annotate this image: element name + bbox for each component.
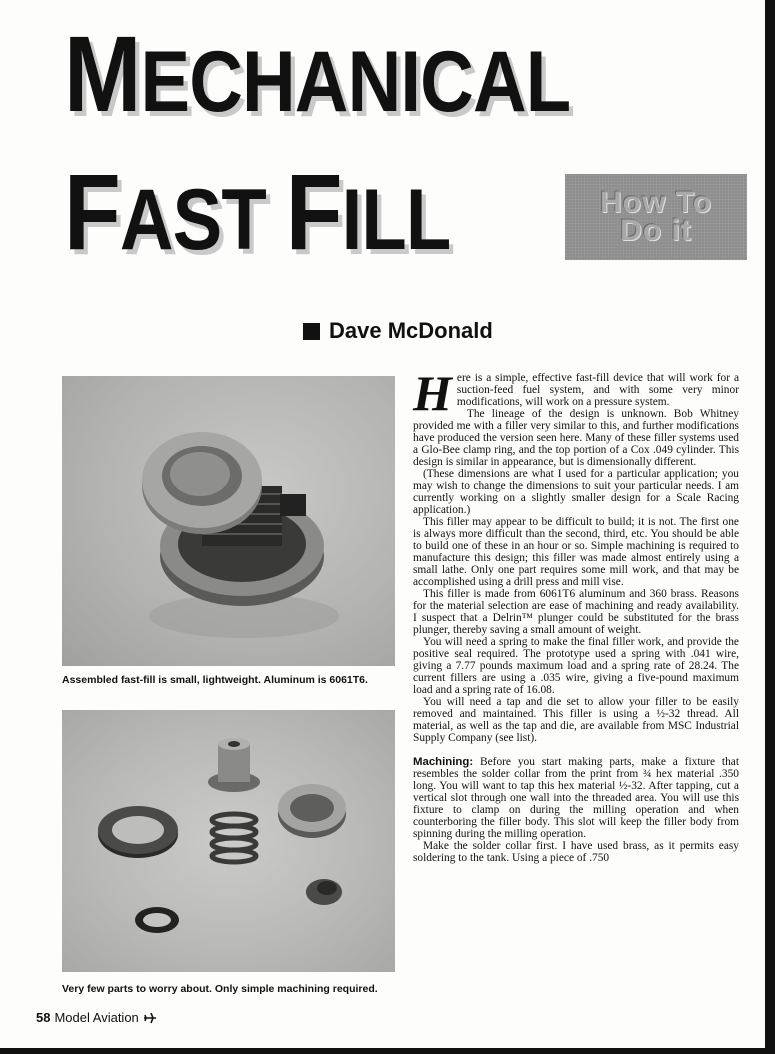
page-folio — [36, 1010, 157, 1025]
drop-cap: H — [413, 365, 452, 421]
photo-caption-2: Very few parts to worry about. Only simple machining required. — [62, 983, 378, 995]
paragraph-9: Make the solder collar first. I have used brass, as it permits easy soldering to the tank. Using a piece of .750 — [413, 840, 739, 864]
square-bullet-icon — [303, 323, 320, 340]
run-in-heading: Machining: — [413, 756, 474, 768]
photo-assembled-filler — [62, 376, 395, 666]
article-body — [413, 365, 739, 864]
page-number: 58 — [36, 1010, 51, 1025]
paragraph-6: You will need a spring to make the final filler work, and provide the positive seal required. The prototype used a spring with .041 wire, giving a 7.77 pounds maximum load and a spring rate of 28.24. The current fillers are using a .035 wire, giving a five-pound maximum load and a spring rate of 16.08. — [413, 636, 739, 696]
title-line-2: FAST FILL — [64, 151, 451, 272]
page-edge-bottom — [0, 1048, 775, 1054]
page-edge-right — [765, 0, 775, 1054]
byline — [303, 318, 493, 344]
how-to-badge — [565, 174, 747, 260]
badge-line-2: Do it — [620, 214, 692, 247]
filler-parts-illustration — [62, 710, 395, 972]
badge-line-1: How To — [599, 185, 713, 219]
title-line-1: MECHANICAL — [64, 13, 571, 134]
photo-filler-parts — [62, 710, 395, 972]
paragraph-8: Machining: Before you start making parts, make a fixture that resembles the solder collar from the print from ¾ hex material .350 long. You will want to tap this hex material ½-32. After tapping, cut a vertical slot through one wall into the threaded area. You will use this fixture to clamp on during the milling operation and when counterboring the filler body. This slot will keep the filler body from spinning during the milling operation. — [413, 756, 739, 840]
photo-caption-1: Assembled fast-fill is small, lightweight. Aluminum is 6061T6. — [62, 674, 368, 686]
assembled-filler-illustration — [62, 376, 395, 666]
author-name: Dave McDonald — [329, 318, 493, 343]
paragraph-1: Here is a simple, effective fast-fill device that will work for a suction-feed fuel system, and with some very minor modifications, will work on a pressure system. — [413, 365, 739, 421]
paragraph-7: You will need a tap and die set to allow your filler to be easily removed and maintained. This filler is using a ½-32 thread. All material, as well as the tap and die, are available from MSC Industrial Supply Company (see list). — [413, 696, 739, 744]
paragraph-3: (These dimensions are what I used for a particular application; you may wish to change the dimensions to suit your particular needs. I am currently working on a slightly smaller design for a Scale Racing application.) — [413, 468, 739, 516]
magazine-name: Model Aviation — [54, 1010, 139, 1025]
paragraph-5: This filler is made from 6061T6 aluminum and 360 brass. Reasons for the material selection are ease of machining and ready availability. I suspect that a Delrin™ plunger could be substituted for the brass plunger, thereby saving a small amount of weight. — [413, 588, 739, 636]
paragraph-4: This filler may appear to be difficult to build; it is not. The first one is always more difficult than the second, third, etc. You should be able to build one of these in an hour or so. Simple machining is required to manufacture this design; this filler was made almost entirely using a small lathe. Only one part requires some mill work, and that may be accomplished using a drill press and mill vise. — [413, 516, 739, 588]
paragraph-2: The lineage of the design is unknown. Bob Whitney provided me with a filler very similar to this, and further modifications have produced the version seen here. Many of these filler systems used a Glo-Bee clamp ring, and the top portion of a Cox .049 cylinder. This design is similar in appearance, but is dimensionally different. — [413, 408, 739, 468]
airplane-icon — [143, 1012, 157, 1024]
